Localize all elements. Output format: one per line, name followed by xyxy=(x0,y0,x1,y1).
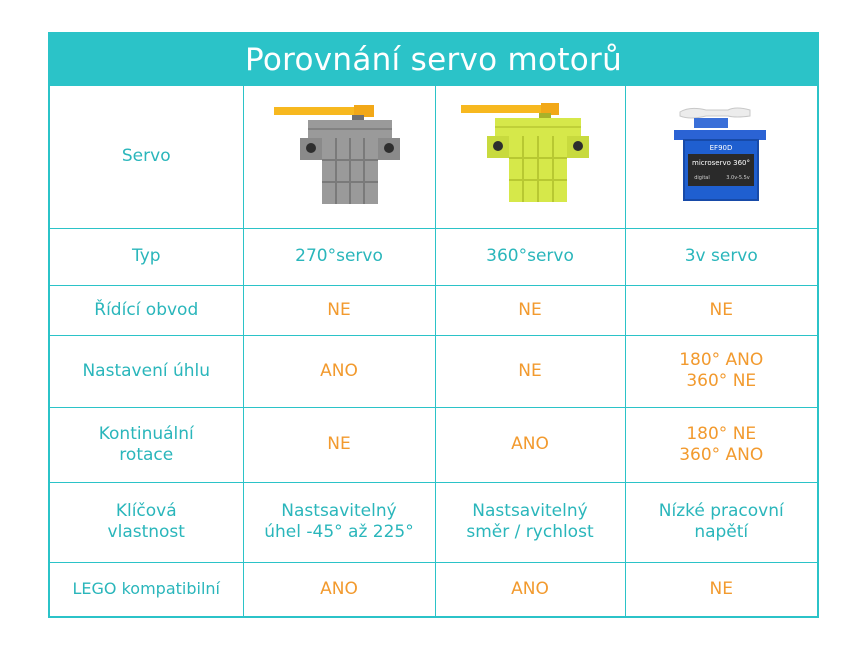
micro-servo-name: microservo 360° xyxy=(692,158,751,167)
row-kontinualni-rotace xyxy=(50,407,817,482)
micro-servo-sub-right: 3.0v-5.5v xyxy=(726,174,750,181)
label-klicova-vlastnost xyxy=(50,482,243,562)
label-servo: Servo xyxy=(50,86,243,228)
micro-servo-sub-left: digital xyxy=(694,174,711,181)
label-klicova-line1: Klíčová xyxy=(115,501,177,522)
lego-360: ANO xyxy=(435,562,625,616)
nastaveni-270: ANO xyxy=(243,335,435,407)
kontinualni-360: ANO xyxy=(435,407,625,482)
klicova-270-line1: Nastsavitelný xyxy=(281,501,397,522)
klicova-360-line1: Nastsavitelný xyxy=(472,501,588,522)
blue-micro-servo-icon xyxy=(666,102,776,212)
servo-image-360 xyxy=(435,86,625,228)
micro-servo-model: EF90D xyxy=(709,143,733,152)
typ-360: 360°servo xyxy=(435,228,625,285)
row-ridici-obvod xyxy=(50,285,817,335)
kontinualni-3v-line1: 180° NE xyxy=(686,423,757,444)
gray-servo-icon xyxy=(264,102,414,212)
nastaveni-360: NE xyxy=(435,335,625,407)
label-kontinualni-rotace xyxy=(50,407,243,482)
nastaveni-3v-line2: 360° NE xyxy=(686,371,757,391)
kontinualni-270: NE xyxy=(243,407,435,482)
label-kontinualni-line2: rotace xyxy=(119,444,174,465)
label-lego-kompatibilni: LEGO kompatibilní xyxy=(50,562,243,616)
typ-3v: 3v servo xyxy=(625,228,817,285)
nastaveni-3v xyxy=(625,335,817,407)
kontinualni-3v xyxy=(625,407,817,482)
klicova-270 xyxy=(243,482,435,562)
label-nastaveni-uhlu: Nastavení úhlu xyxy=(50,335,243,407)
row-lego-kompatibilni xyxy=(50,562,817,616)
ridici-3v: NE xyxy=(625,285,817,335)
typ-270: 270°servo xyxy=(243,228,435,285)
ridici-270: NE xyxy=(243,285,435,335)
nastaveni-3v-line1: 180° ANO xyxy=(679,350,764,371)
row-typ xyxy=(50,228,817,285)
row-nastaveni-uhlu xyxy=(50,335,817,407)
label-klicova-line2: vlastnost xyxy=(107,522,185,542)
label-typ: Typ xyxy=(50,228,243,285)
servo-image-3v xyxy=(625,86,817,228)
lego-3v: NE xyxy=(625,562,817,616)
yellow-servo-icon xyxy=(455,102,605,212)
servo-image-270 xyxy=(243,86,435,228)
klicova-360 xyxy=(435,482,625,562)
klicova-360-line2: směr / rychlost xyxy=(466,522,594,542)
table-title: Porovnání servo motorů xyxy=(50,34,817,86)
kontinualni-3v-line2: 360° ANO xyxy=(679,444,764,465)
klicova-3v-line2: napětí xyxy=(694,522,749,542)
ridici-360: NE xyxy=(435,285,625,335)
klicova-3v-line1: Nízké pracovní xyxy=(658,501,784,522)
label-kontinualni-line1: Kontinuální xyxy=(98,423,194,444)
row-klicova-vlastnost xyxy=(50,482,817,562)
row-servo xyxy=(50,86,817,228)
klicova-270-line2: úhel -45° až 225° xyxy=(264,522,414,542)
label-ridici-obvod: Řídící obvod xyxy=(50,285,243,335)
comparison-table xyxy=(48,32,819,618)
comparison-grid xyxy=(50,86,817,616)
klicova-3v xyxy=(625,482,817,562)
lego-270: ANO xyxy=(243,562,435,616)
